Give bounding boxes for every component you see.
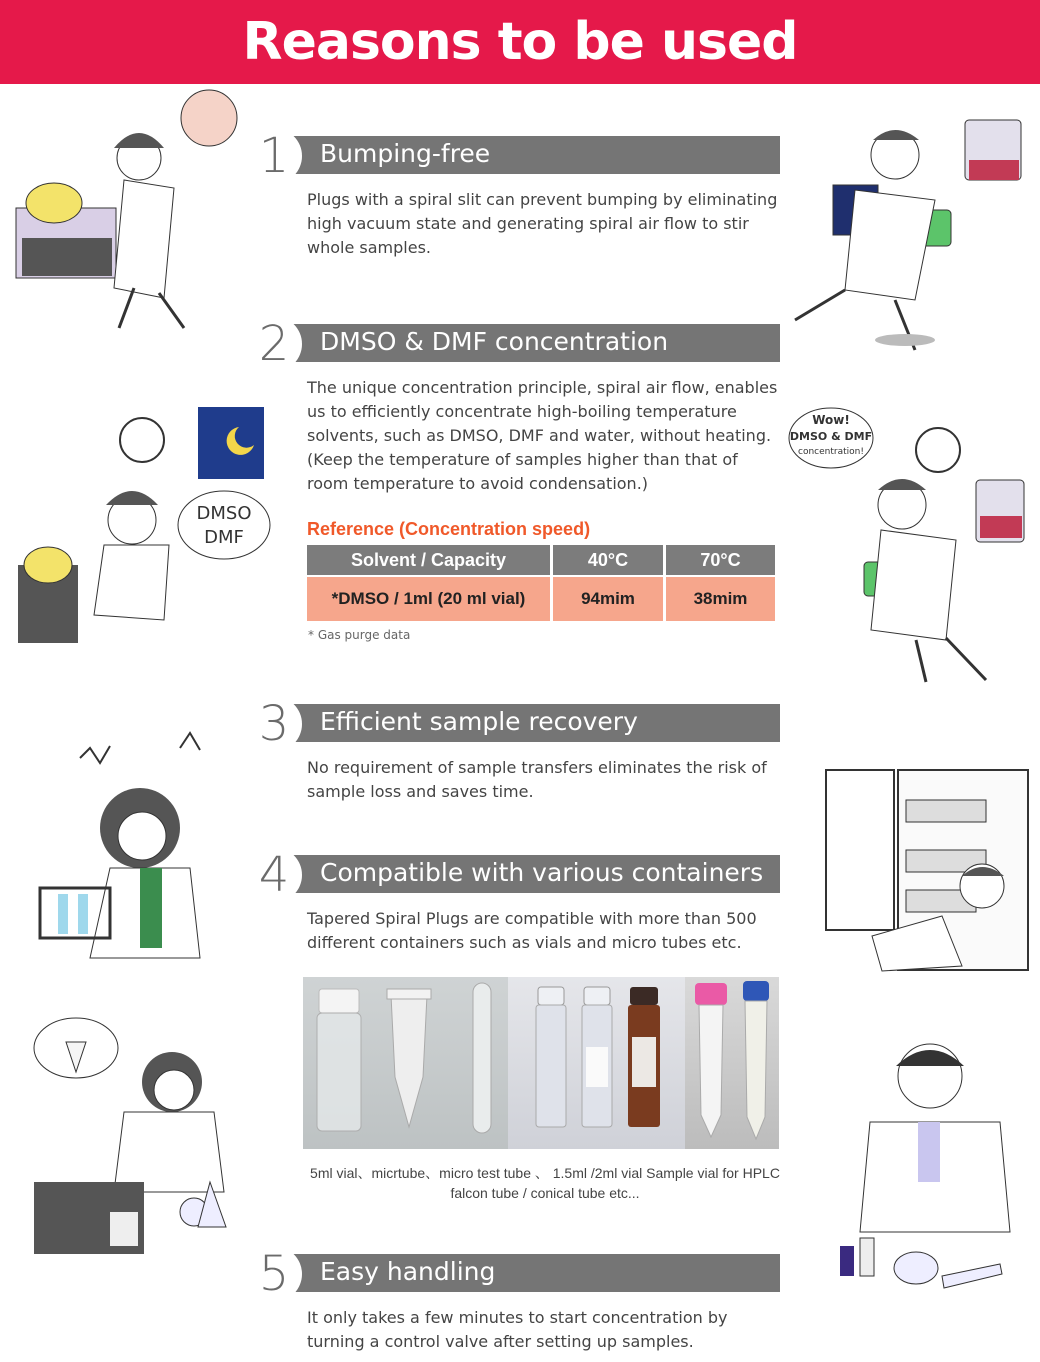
photo-vials-tubes [303, 977, 508, 1149]
illustration-happy-scientist [786, 390, 1036, 690]
table-header: 70°C [666, 545, 775, 575]
table-cell: *DMSO / 1ml (20 ml vial) [307, 577, 550, 621]
caption-line: 5ml vial、micrtube、micro test tube 、 1.5ml /2ml vial Sample vial for HPLC [310, 1165, 780, 1181]
table-cell: 94mim [553, 577, 663, 621]
relaxed-scientist-illustration [785, 100, 1035, 360]
section-header [246, 696, 786, 752]
section-number: 2 [246, 316, 302, 372]
section-body: Plugs with a spiral slit can prevent bumping by eliminating high vacuum state and generating spiral air flow to stir whole samples. [307, 190, 778, 257]
banner [0, 0, 1040, 84]
illustration-refrigerator [822, 766, 1037, 976]
section-compatible [246, 847, 786, 955]
illustration-bumping-scientist [14, 88, 254, 338]
section-sample-recovery [246, 696, 786, 804]
happy-scientist-illustration [786, 390, 1036, 690]
section-header [246, 128, 786, 184]
satisfied-scientist-illustration [830, 1032, 1035, 1312]
table-cell: 38mim [666, 577, 775, 621]
table-header: 40°C [553, 545, 663, 575]
bubble-text: Wow! [812, 413, 850, 427]
table-row [307, 577, 775, 621]
falcon-tube-image [685, 977, 779, 1149]
section-number: 5 [246, 1246, 302, 1302]
bubble-text: DMSO [196, 503, 252, 524]
reference-table [304, 543, 778, 623]
section-body: It only takes a few minutes to start concentration by turning a control valve after setting up samples. [307, 1308, 728, 1351]
section-title: Easy handling [320, 1257, 496, 1286]
section-title: Efficient sample recovery [320, 707, 638, 736]
section-body: Tapered Spiral Plugs are compatible with more than 500 different containers such as vials and micro tubes etc. [307, 909, 757, 952]
illustration-stressed-scientist [30, 718, 250, 978]
worried-scientist-illustration [14, 405, 274, 645]
section-header [246, 1246, 786, 1302]
section-title: Compatible with various containers [320, 858, 764, 887]
table-header: Solvent / Capacity [307, 545, 550, 575]
section-title: DMSO & DMF concentration [320, 327, 669, 356]
table-header-row [307, 545, 775, 575]
panicked-scientist-illustration [14, 88, 254, 338]
illustration-puzzled-scientist [14, 1012, 244, 1262]
hplc-vial-image [508, 977, 685, 1149]
caption-line: falcon tube / conical tube etc... [450, 1185, 640, 1201]
section-easy-handling [246, 1246, 786, 1354]
container-photos [303, 977, 779, 1149]
bubble-text: DMSO & DMF [789, 430, 873, 443]
page-title: Reasons to be used [242, 12, 798, 72]
vial-tube-image [303, 977, 508, 1149]
bubble-text: concentration! [798, 447, 864, 457]
section-number: 4 [246, 847, 302, 903]
section-dmso-dmf [246, 316, 786, 496]
section-body: No requirement of sample transfers eliminates the risk of sample loss and saves time. [307, 758, 767, 801]
puzzled-scientist-illustration [14, 1012, 244, 1262]
reference-title: Reference (Concentration speed) [307, 519, 591, 539]
photo-caption [303, 1163, 787, 1203]
stressed-scientist-illustration [30, 718, 250, 978]
reference-note: * Gas purge data [308, 628, 411, 642]
section-title: Bumping-free [320, 139, 491, 168]
bubble-text: DMF [204, 527, 244, 548]
photo-falcon-tubes [685, 977, 779, 1149]
section-header [246, 316, 786, 372]
refrigerator-illustration [822, 766, 1037, 976]
section-body: The unique concentration principle, spiral air flow, enables us to efficiently concentrate high-boiling temperature solvents, such as DMSO, DMF and water, without heating.(Keep the temperature of samples higher than that of room temperature to avoid condensation.) [307, 378, 778, 493]
section-number: 1 [246, 128, 302, 184]
illustration-relaxed-scientist [785, 100, 1035, 360]
illustration-satisfied-scientist [830, 1032, 1035, 1312]
section-header [246, 847, 786, 903]
section-bumping-free [246, 128, 786, 260]
illustration-worried-scientist [14, 405, 274, 645]
photo-hplc-vials [508, 977, 685, 1149]
section-number: 3 [246, 696, 302, 752]
